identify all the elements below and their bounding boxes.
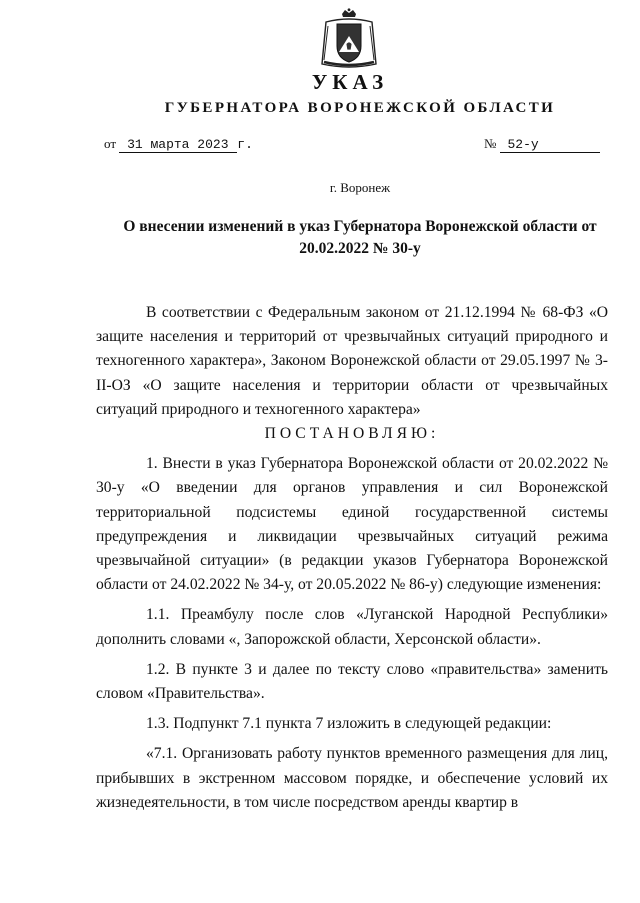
number-label: № [484,136,497,151]
date-prefix: от [104,136,117,151]
heading-line-2: 20.02.2022 № 30-у [299,240,421,257]
date-suffix: г. [237,137,253,152]
item-paragraph: 1.3. Подпункт 7.1 пункта 7 изложить в следующей редакции: [146,715,552,733]
number-value: 52-у [500,137,600,153]
item-paragraph: «7.1. Организовать работу пунктов временного размещения для лиц, прибывших в экстренном массовом порядке, и обеспечение условий их жизнедеятельности, в том числе посредством аренды квартир в [96,745,608,811]
item-paragraph: 1.2. В пункте 3 и далее по тексту слово «правительства» заменить словом «Правительства». [96,660,608,703]
date-value: 31 марта 2023 [119,137,237,153]
document-body [96,301,608,815]
document-subtitle: ГУБЕРНАТОРА ВОРОНЕЖСКОЙ ОБЛАСТИ [164,100,556,116]
item-paragraph: 1.1. Преамбулу после слов «Луганской Народной Республики» дополнить словами «, Запорожской области, Херсонской области». [96,606,608,648]
item-paragraph: 1. Внести в указ Губернатора Воронежской области от 20.02.2022 № 30-у «О введении для органов управления и сил Воронежской территориальной подсистемы единой государственной системы предупреждения и ликвидации чрезвычайных ситуаций режима чрезвычайной ситуации» (в редакции указов Губернатора Воронежской области от 24.02.2022 № 34-у, от 20.05.2022 № 86-у) следующие изменения: [96,455,608,594]
document-title: УКАЗ [311,70,389,94]
number-field [484,136,600,153]
preamble-paragraph: В соответствии с Федеральным законом от 21.12.1994 № 68-ФЗ «О защите населения и территорий от чрезвычайных ситуаций природного и техногенного характера», Законом Воронежской области от 29.05.1997 № 3-II-ОЗ «О защите населения и территории области от чрезвычайных ситуаций природного и техногенного характера» [96,304,608,418]
heading-line-1: О внесении изменений в указ Губернатора Воронежской области от [123,218,597,235]
date-field [104,136,253,153]
city-line: г. Воронеж [329,180,391,195]
document-heading [100,216,620,260]
coat-of-arms-emblem [318,8,380,70]
decree-word: ПОСТАНОВЛЯЮ: [264,425,440,443]
